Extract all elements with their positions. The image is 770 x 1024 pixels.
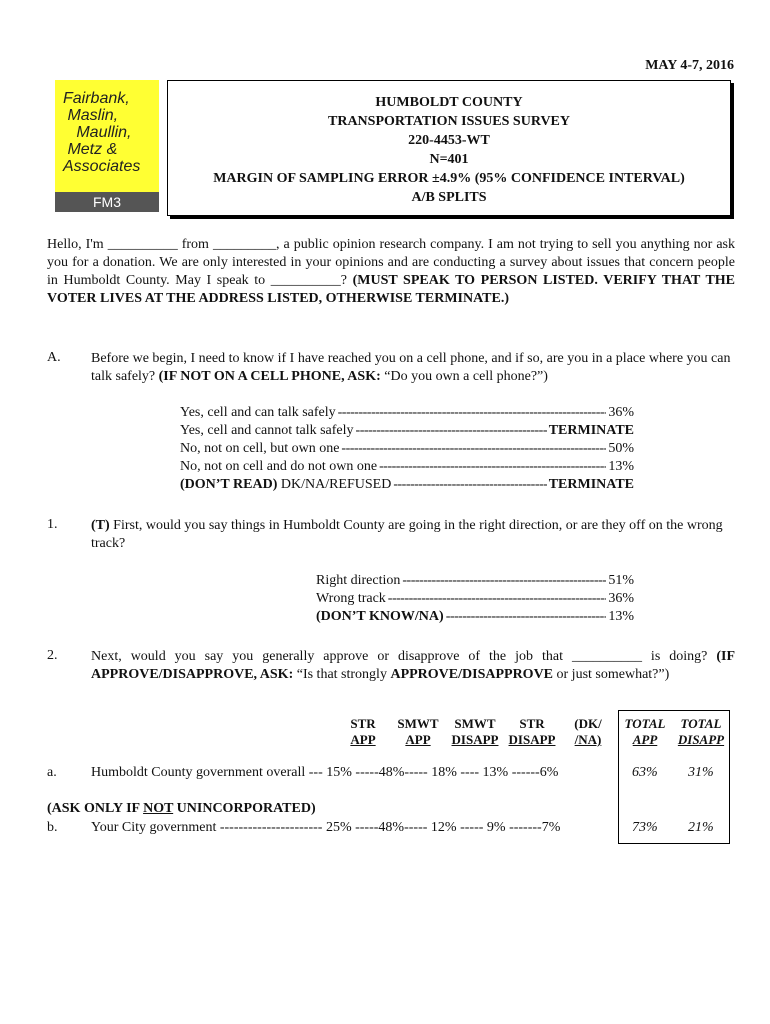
logo-text: Fairbank, Maslin, Maullin, Metz & Associates	[63, 90, 141, 175]
response-label-bold: (DON’T READ)	[180, 477, 278, 492]
row-a-smwt-app: 48%	[378, 765, 405, 780]
col-header-str-app: STR APP	[350, 716, 376, 747]
question-a-text	[91, 350, 735, 386]
row-a-str-disapp: 13%	[482, 765, 509, 780]
response-row	[180, 440, 634, 458]
header-line3: 220-4453-WT	[408, 133, 490, 148]
response-value: 50%	[608, 441, 634, 456]
response-label: (DON’T KNOW/NA)	[316, 609, 444, 624]
col-header-total-disapp: TOTAL DISAPP	[677, 716, 725, 747]
row-b-str-app: 25%	[325, 820, 352, 835]
ask-only-instruction: (ASK ONLY IF NOT UNINCORPORATED)	[47, 801, 316, 816]
question-1-tag: (T)	[91, 518, 110, 533]
response-value: 13%	[608, 459, 634, 474]
question-2-probe-end: or just somewhat?”)	[556, 667, 670, 682]
header-line2: TRANSPORTATION ISSUES SURVEY	[328, 114, 570, 129]
response-label: Wrong track	[316, 591, 386, 606]
response-label: DK/NA/REFUSED	[277, 477, 392, 492]
row-a-smwt-disapp: 18%	[431, 765, 457, 780]
response-value: TERMINATE	[548, 477, 634, 492]
row-b-letter: b.	[47, 820, 58, 835]
row-b-smwt-app: 48%	[378, 820, 405, 835]
response-row	[316, 608, 634, 626]
question-2-number: 2.	[47, 648, 58, 663]
row-a-str-app: 15%	[326, 765, 352, 780]
row-b-dk-na: 7%	[541, 820, 561, 835]
col-header-dk-na: (DK/ /NA)	[574, 716, 602, 747]
response-row	[316, 590, 634, 608]
response-row	[180, 404, 634, 422]
response-value: 51%	[608, 573, 634, 588]
response-label: No, not on cell, but own one	[180, 441, 340, 456]
response-row	[180, 458, 634, 476]
col-header-smwt-app: SMWT APP	[397, 716, 439, 747]
row-a-total-disapp: 31%	[688, 765, 714, 780]
header-line1: HUMBOLDT COUNTY	[375, 95, 523, 110]
row-a-label: Humboldt County government overall	[91, 765, 306, 780]
response-row	[180, 476, 634, 494]
response-label: Yes, cell and cannot talk safely	[180, 423, 354, 438]
question-1-text	[91, 517, 735, 553]
question-2-probe: “Is that strongly	[296, 667, 387, 682]
question-a-responses	[180, 404, 634, 494]
question-1-body: First, would you say things in Humboldt County are going in the right direction, or are they off on the wrong track?	[91, 518, 723, 551]
question-2-probe-bold: APPROVE/DISAPPROVE	[390, 667, 554, 682]
question-1-number: 1.	[47, 517, 58, 532]
row-b-label: Your City government	[91, 820, 217, 835]
col-header-str-disapp: STR DISAPP	[508, 716, 556, 747]
question-1-responses	[316, 572, 634, 626]
survey-date: MAY 4-7, 2016	[645, 58, 734, 73]
response-value: 36%	[608, 591, 634, 606]
survey-header-box	[167, 80, 731, 216]
question-2-instruction: (IF APPROVE/DISAPPROVE, ASK:	[91, 649, 736, 682]
question-a-instruction: (IF NOT ON A CELL PHONE, ASK:	[158, 369, 381, 384]
row-b-total-disapp: 21%	[688, 820, 714, 835]
header-line6: A/B SPLITS	[411, 190, 487, 205]
response-label: Yes, cell and can talk safely	[180, 405, 336, 420]
question-a-body: Before we begin, I need to know if I have reached you on a cell phone, and if so, are you in a place where you can talk safely?	[91, 351, 731, 384]
intro-paragraph	[47, 236, 735, 308]
intro-text: Hello, I'm __________ from _________, a public opinion research company. I am not trying to sell you anything nor ask you for a donation. We are only interested in your opinions and are conducting a survey about issues that concern people in Humboldt County. May I speak to __________?	[47, 237, 735, 288]
logo-bar: FM3	[55, 192, 159, 212]
col-header-smwt-disapp: SMWT DISAPP	[451, 716, 499, 747]
header-line4: N=401	[429, 152, 469, 167]
row-b-line: Your City government ---------------------- 25% -----48%----- 12% ----- 9% -------7%	[91, 820, 561, 835]
question-2-text	[91, 648, 735, 684]
col-header-total-app: TOTAL APP	[624, 716, 666, 747]
response-row	[180, 422, 634, 440]
header-line5: MARGIN OF SAMPLING ERROR ±4.9% (95% CONFIDENCE INTERVAL)	[213, 171, 685, 186]
response-value: TERMINATE	[548, 423, 634, 438]
fm3-logo	[55, 80, 159, 212]
response-value: 13%	[608, 609, 634, 624]
row-a-dk-na: 6%	[539, 765, 559, 780]
row-a-letter: a.	[47, 765, 57, 780]
row-b-str-disapp: 9%	[486, 820, 506, 835]
response-label: No, not on cell and do not own one	[180, 459, 378, 474]
row-a-line: Humboldt County government overall --- 15% -----48%----- 18% ---- 13% ------6%	[91, 765, 559, 780]
question-a-number: A.	[47, 350, 61, 365]
intro-instruction: (MUST SPEAK TO PERSON LISTED. VERIFY THAT THE VOTER LIVES AT THE ADDRESS LISTED, OTHERWISE TERMINATE.)	[47, 273, 736, 306]
question-a-probe: “Do you own a cell phone?”)	[384, 369, 548, 384]
response-row	[316, 572, 634, 590]
row-a-total-app: 63%	[632, 765, 658, 780]
row-b-total-app: 73%	[632, 820, 658, 835]
row-b-smwt-disapp: 12%	[430, 820, 457, 835]
response-value: 36%	[608, 405, 634, 420]
response-label: Right direction	[316, 573, 401, 588]
question-2-body: Next, would you say you generally approve or disapprove of the job that __________ is doing?	[91, 649, 708, 664]
